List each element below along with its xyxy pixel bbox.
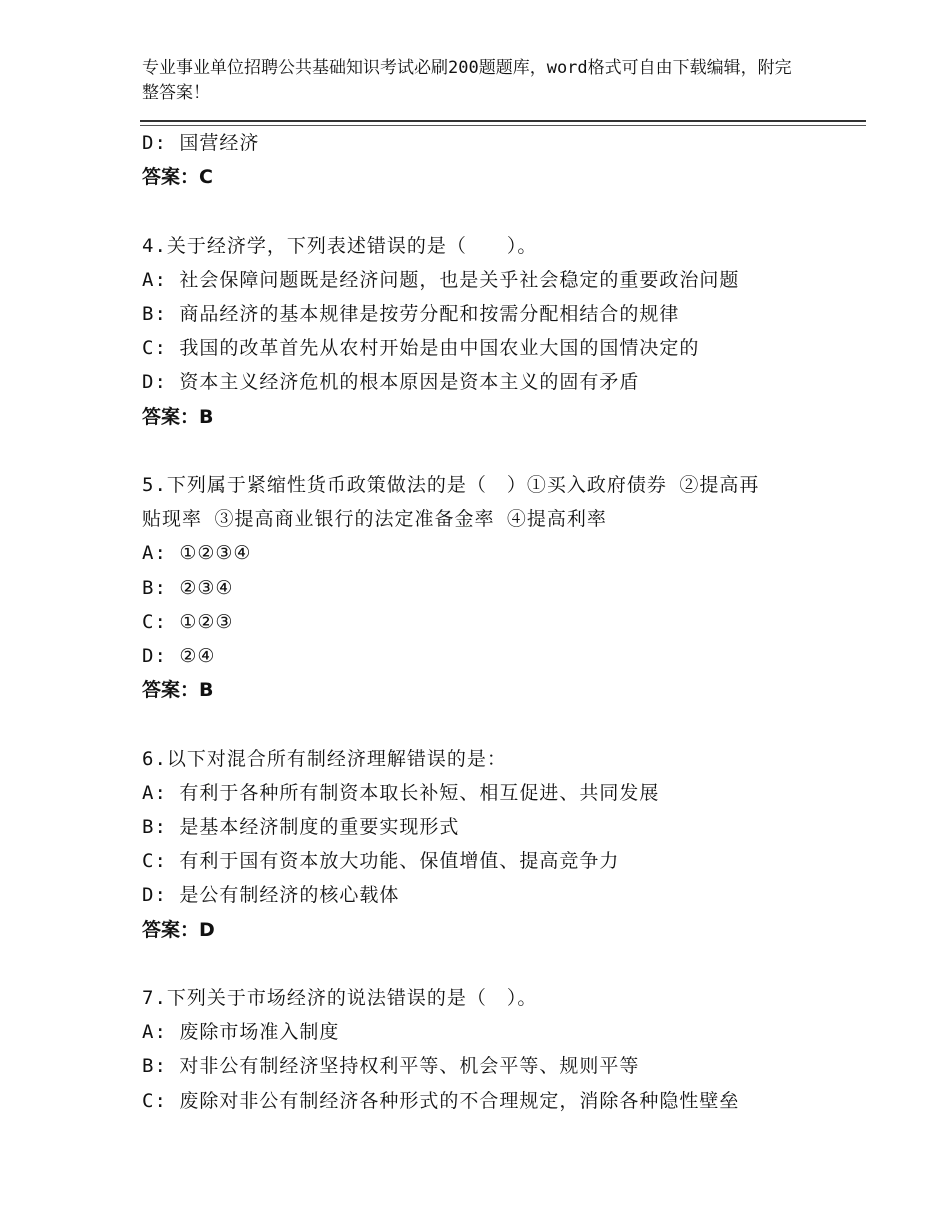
question-6-option-c: C: 有利于国有资本放大功能、保值增值、提高竞争力 xyxy=(142,850,620,873)
question-5-option-a: A: ①②③④ xyxy=(142,542,252,565)
question-4-stem: 4.关于经济学，下列表述错误的是（ ）。 xyxy=(142,234,538,257)
question-5-stem-line-1: 5.下列属于紧缩性货币政策做法的是（ ）①买入政府债券 ②提高再 xyxy=(142,474,760,496)
document-body xyxy=(142,126,842,1118)
question-4-option-b: B: 商品经济的基本规律是按劳分配和按需分配相结合的规律 xyxy=(142,303,680,325)
question-6-answer: 答案：D xyxy=(142,918,215,941)
spacer xyxy=(142,194,842,228)
question-7-stem: 7.下列关于市场经济的说法错误的是（ ）。 xyxy=(142,987,538,1010)
question-7-option-b: B: 对非公有制经济坚持权利平等、机会平等、规则平等 xyxy=(142,1055,640,1078)
question-6 xyxy=(142,742,842,947)
spacer xyxy=(142,707,842,741)
question-4-option-a: A: 社会保障问题既是经济问题，也是关乎社会稳定的重要政治问题 xyxy=(142,268,740,291)
question-3-answer: 答案：C xyxy=(142,166,213,189)
question-4-answer: 答案：B xyxy=(142,405,214,428)
question-5 xyxy=(142,468,842,707)
page-header: 专业事业单位招聘公共基础知识考试必刷200题题库，word格式可自由下载编辑，附完整答案！ xyxy=(142,58,792,103)
question-5-option-c: C: ①②③ xyxy=(142,610,234,633)
question-6-option-d: D: 是公有制经济的核心载体 xyxy=(142,884,400,907)
question-7 xyxy=(142,981,842,1118)
spacer xyxy=(142,947,842,981)
spacer xyxy=(142,434,842,468)
question-7-option-c: C: 废除对非公有制经济各种形式的不合理规定，消除各种隐性壁垒 xyxy=(142,1089,740,1112)
question-3-option-d: D: 国营经济 xyxy=(142,132,260,154)
header-rule-thick xyxy=(140,120,866,122)
question-5-answer: 答案：B xyxy=(142,679,214,702)
question-5-option-b: B: ②③④ xyxy=(142,576,234,599)
question-6-option-a: A: 有利于各种所有制资本取长补短、相互促进、共同发展 xyxy=(142,781,660,804)
question-4 xyxy=(142,229,842,434)
question-5-stem-line-2: 贴现率 ③提高商业银行的法定准备金率 ④提高利率 xyxy=(142,508,607,531)
question-7-option-a: A: 废除市场准入制度 xyxy=(142,1021,340,1044)
question-4-option-d: D: 资本主义经济危机的根本原因是资本主义的固有矛盾 xyxy=(142,371,640,394)
question-4-option-c: C: 我国的改革首先从农村开始是由中国农业大国的国情决定的 xyxy=(142,337,700,360)
question-6-stem: 6.以下对混合所有制经济理解错误的是： xyxy=(142,747,507,770)
question-6-option-b: B: 是基本经济制度的重要实现形式 xyxy=(142,816,460,839)
question-5-option-d: D: ②④ xyxy=(142,645,216,668)
